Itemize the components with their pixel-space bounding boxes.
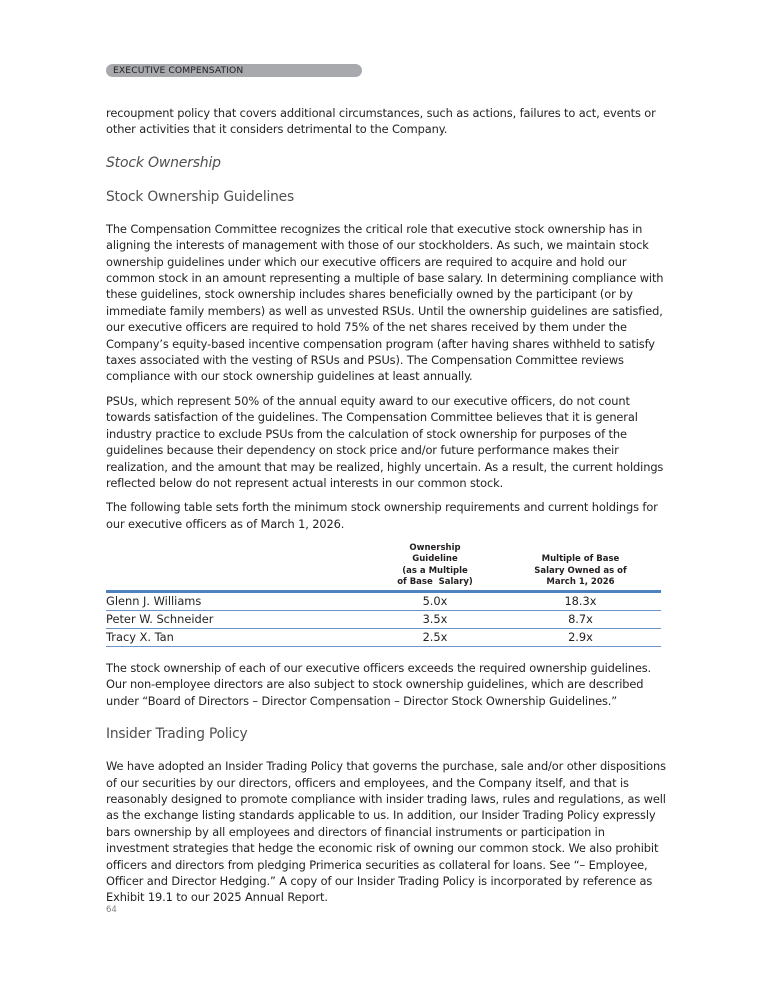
owned-value: 18.3x xyxy=(564,593,597,608)
table-header-row xyxy=(106,543,661,591)
officer-name: Peter W. Schneider xyxy=(106,611,214,626)
guidelines-paragraph-3: The following table sets forth the minimum stock ownership requirements and current holdings for our executive officers as of March 1, 2026. xyxy=(106,500,658,531)
page-number: 64 xyxy=(106,905,117,915)
table-row xyxy=(106,628,661,646)
page-content xyxy=(106,105,666,906)
stock-ownership-heading: Stock Ownership xyxy=(106,154,221,171)
guideline-value: 3.5x xyxy=(422,611,448,626)
section-label: EXECUTIVE COMPENSATION xyxy=(113,65,244,76)
header-owned: Multiple of Base Salary Owned as of March 1, 2026 xyxy=(534,554,627,587)
header-guideline: Ownership Guideline (as a Multiple of Base Salary) xyxy=(397,543,473,587)
intro-paragraph: recoupment policy that covers additional circumstances, such as actions, failures to act, events or other activities that it considers detrimental to the Company. xyxy=(106,106,656,137)
guideline-value: 5.0x xyxy=(422,593,448,608)
table-row xyxy=(106,591,661,610)
ownership-table xyxy=(106,543,661,647)
header-name xyxy=(106,543,370,591)
guideline-value: 2.5x xyxy=(422,629,448,644)
section-label-pill xyxy=(106,64,362,77)
guidelines-paragraph-1: The Compensation Committee recognizes the critical role that executive stock ownership has in aligning the interests of management with those of our stockholders. As such, we maintain stock ownership guidelines under which our executive officers are required to acquire and hold our common stock in an amount representing a multiple of base salary. In determining compliance with these guidelines, stock ownership includes shares beneficially owned by the participant (or by immediate family members) as well as unvested RSUs. Until the ownership guidelines are satisfied, our executive officers are required to hold 75% of the net shares received by them under the Company’s equity-based incentive compensation program (after having shares withheld to satisfy taxes associated with the vesting of RSUs and PSUs). The Compensation Committee reviews compliance with our stock ownership guidelines at least annually. xyxy=(106,221,664,384)
after-table-paragraph: The stock ownership of each of our executive officers exceeds the required ownership guidelines. Our non-employee directors are also subject to stock ownership guidelines, which are described under “Board of Directors – Director Compensation – Director Stock Ownership Guidelines.” xyxy=(106,660,652,708)
owned-value: 8.7x xyxy=(568,611,593,626)
owned-value: 2.9x xyxy=(568,629,593,644)
officer-name: Glenn J. Williams xyxy=(106,593,202,608)
guidelines-paragraph-2: PSUs, which represent 50% of the annual equity award to our executive officers, do not count towards satisfaction of the guidelines. The Compensation Committee believes that it is general industry practice to exclude PSUs from the calculation of stock ownership for purposes of the guidelines because their dependency on stock price and/or future performance makes their realization, and the amount that may be realized, highly uncertain. As a result, the current holdings reflected below do not represent actual interests in our common stock. xyxy=(106,393,664,490)
table-row xyxy=(106,610,661,628)
officer-name: Tracy X. Tan xyxy=(106,629,174,644)
stock-ownership-guidelines-heading: Stock Ownership Guidelines xyxy=(106,188,294,205)
insider-trading-paragraph: We have adopted an Insider Trading Policy that governs the purchase, sale and/or other dispositions of our securities by our directors, officers and employees, and the Company itself, and that is reasonably designed to promote compliance with insider trading laws, rules and regulations, as well as the exchange listing standards applicable to us. In addition, our Insider Trading Policy expressly bars ownership by all employees and directors of financial instruments or participation in investment strategies that hedge the economic risk of owning our common stock. We also prohibit officers and directors from pledging Primerica securities as collateral for loans. See “– Employee, Officer and Director Hedging.” A copy of our Insider Trading Policy is incorporated by reference as Exhibit 19.1 to our 2025 Annual Report. xyxy=(106,759,666,905)
insider-trading-heading: Insider Trading Policy xyxy=(106,726,248,743)
